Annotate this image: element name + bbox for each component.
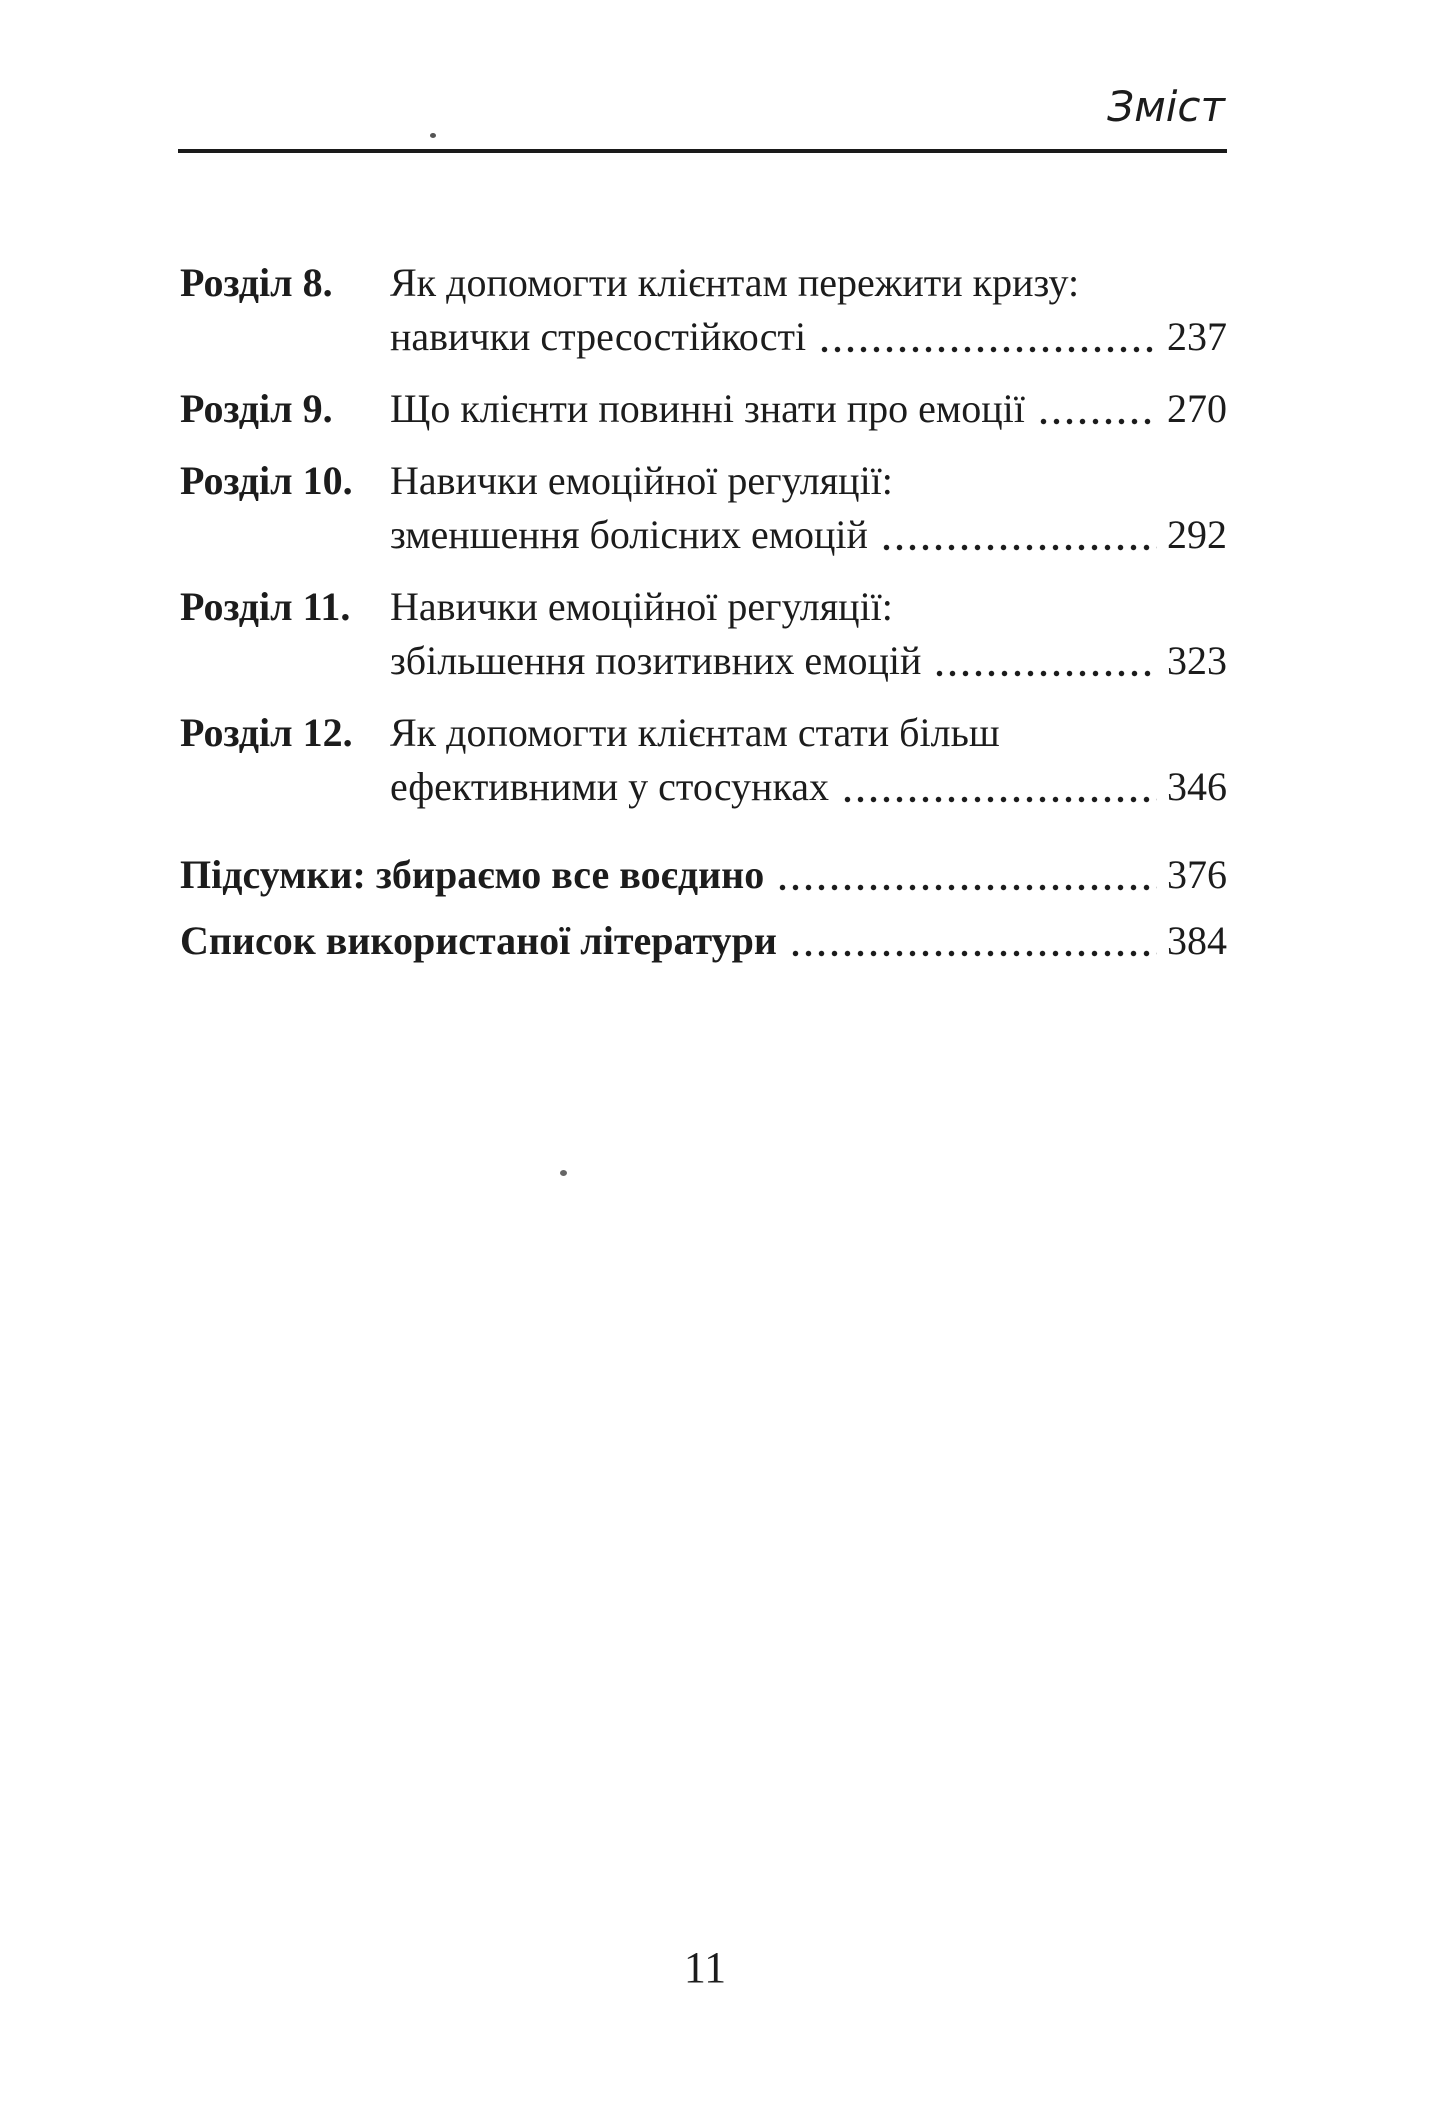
scan-artifact-dot xyxy=(430,133,436,138)
chapter-content xyxy=(390,256,1227,364)
scan-artifact-dot xyxy=(560,1170,567,1176)
chapter-subtitle-text: навички стресостійкості xyxy=(390,314,807,359)
page-number: 237 xyxy=(1167,314,1227,359)
header-divider-rule xyxy=(178,149,1227,153)
page-number: 384 xyxy=(1167,918,1227,963)
toc-entry-chapter-8 xyxy=(180,256,1227,364)
chapter-title-line xyxy=(390,256,1227,310)
toc-entry-summary xyxy=(180,848,1227,902)
chapter-subtitle-text: ефективними у стосунках xyxy=(390,764,830,809)
page-number: 292 xyxy=(1167,512,1227,557)
dot-leader xyxy=(818,310,1157,364)
chapter-subtitle-line xyxy=(390,310,1227,364)
toc-entry-chapter-11 xyxy=(180,580,1227,688)
dot-leader xyxy=(776,848,1157,902)
chapter-label: Розділ 9. xyxy=(180,386,333,431)
page-number: 376 xyxy=(1167,852,1227,897)
chapter-title-line xyxy=(390,580,1227,634)
chapter-subtitle-text: збільшення позитивних емоцій xyxy=(390,638,922,683)
chapter-title-line xyxy=(390,454,1227,508)
chapter-subtitle-line xyxy=(390,634,1227,688)
chapter-content xyxy=(390,580,1227,688)
dot-leader xyxy=(880,508,1157,562)
chapter-title-line xyxy=(390,382,1227,436)
chapter-label: Розділ 8. xyxy=(180,260,333,305)
chapter-title-text: Навички емоційної регуляції: xyxy=(390,584,893,629)
chapter-content xyxy=(390,454,1227,562)
page-number: 323 xyxy=(1167,638,1227,683)
chapter-content xyxy=(390,382,1227,436)
page-number: 270 xyxy=(1167,386,1227,431)
toc-entry-bibliography xyxy=(180,914,1227,968)
chapter-label: Розділ 10. xyxy=(180,458,353,503)
chapter-title-text: Як допомогти клієнтам пережити кризу: xyxy=(390,260,1080,305)
footer-page-number: 11 xyxy=(683,1943,727,1992)
dot-leader xyxy=(933,634,1157,688)
table-of-contents xyxy=(180,256,1227,980)
dot-leader xyxy=(841,760,1157,814)
chapter-title-text: Що клієнти повинні знати про емоції xyxy=(390,386,1025,431)
page-number: 346 xyxy=(1167,764,1227,809)
chapter-title-text: Навички емоційної регуляції: xyxy=(390,458,893,503)
chapter-subtitle-text: зменшення болісних емоцій xyxy=(390,512,868,557)
dot-leader xyxy=(1037,382,1157,436)
chapter-subtitle-line xyxy=(390,760,1227,814)
section-title-text: Підсумки: збираємо все воєдино xyxy=(180,852,765,897)
section-title-text: Список використаної літератури xyxy=(180,918,777,963)
chapter-title-line xyxy=(390,706,1227,760)
page-header-title: Зміст xyxy=(1107,82,1225,131)
toc-sections xyxy=(180,848,1227,968)
chapter-title-text: Як допомогти клієнтам стати більш xyxy=(390,710,1000,755)
chapter-content xyxy=(390,706,1227,814)
chapter-label: Розділ 12. xyxy=(180,710,353,755)
chapter-subtitle-line xyxy=(390,508,1227,562)
dot-leader xyxy=(789,914,1157,968)
toc-entry-chapter-9 xyxy=(180,382,1227,436)
toc-entry-chapter-12 xyxy=(180,706,1227,814)
toc-entry-chapter-10 xyxy=(180,454,1227,562)
chapter-label: Розділ 11. xyxy=(180,584,351,629)
